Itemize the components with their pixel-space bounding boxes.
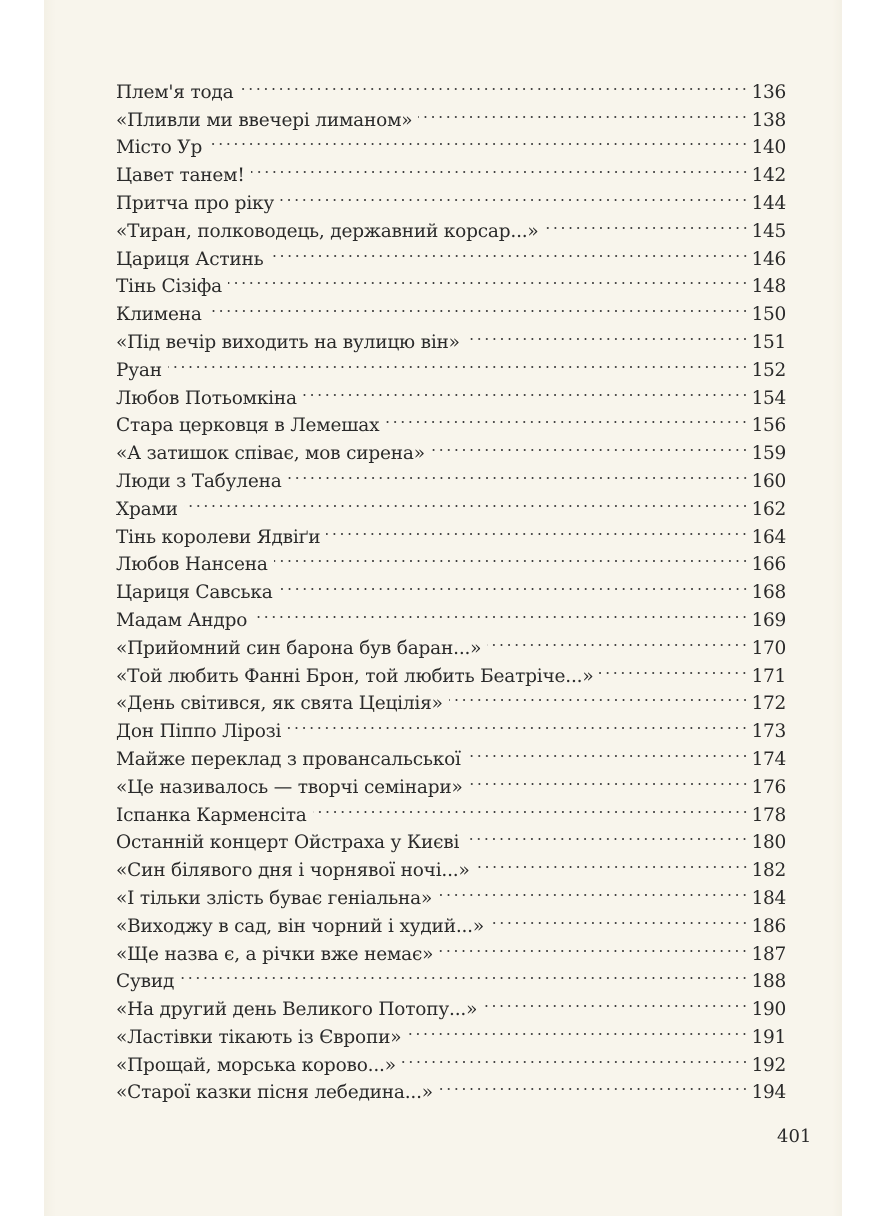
dot-leader xyxy=(251,153,749,181)
toc-entry-page: 145 xyxy=(751,220,786,242)
toc-entry-title: Стара церковця в Лемешах xyxy=(116,415,380,437)
toc-entry xyxy=(116,320,786,353)
dot-leader xyxy=(402,1043,749,1071)
toc-entry-title: Тінь королеви Ядвіґи xyxy=(116,526,321,548)
dot-leader xyxy=(270,237,749,265)
toc-entry-page: 152 xyxy=(751,359,786,381)
toc-entry-title: Цариця Астинь xyxy=(116,248,264,270)
toc-entry xyxy=(116,292,786,326)
toc-entry-title: «Син білявого дня і чорнявої ночі...» xyxy=(116,860,470,882)
toc-entry-title: «На другий день Великого Потопу...» xyxy=(116,999,478,1021)
dot-leader xyxy=(326,515,748,543)
toc-entry-title: Іспанка Карменсіта xyxy=(116,804,307,826)
toc-entry-page: 142 xyxy=(751,165,786,187)
toc-entry-page: 174 xyxy=(751,748,786,770)
dot-leader xyxy=(208,126,748,154)
dot-leader xyxy=(469,765,749,793)
toc-entry-title: Сувид xyxy=(116,971,175,993)
dot-leader xyxy=(483,987,748,1015)
toc-entry-title: Тінь Сізіфа xyxy=(116,276,222,298)
toc-entry-page: 187 xyxy=(751,943,786,965)
dot-leader xyxy=(239,70,748,98)
dot-leader xyxy=(253,598,748,626)
toc-entry-page: 144 xyxy=(751,192,786,214)
toc-entry-page: 194 xyxy=(751,1082,786,1104)
toc-entry-page: 140 xyxy=(751,137,786,159)
toc-entry xyxy=(116,960,786,993)
dot-leader xyxy=(449,682,749,710)
toc-entry-page: 164 xyxy=(751,526,786,548)
toc-entry-title: Любов Потьомкіна xyxy=(116,387,297,409)
toc-entry xyxy=(116,376,786,409)
toc-entry-page: 168 xyxy=(751,582,786,604)
toc-entry-title: «А затишок співає, мов сирена» xyxy=(116,443,425,465)
dot-leader xyxy=(279,570,749,598)
toc-entry-page: 188 xyxy=(751,971,786,993)
dot-leader xyxy=(385,404,748,432)
toc-entry-page: 160 xyxy=(751,470,786,492)
toc-entry-title: Притча про ріку xyxy=(116,192,275,214)
toc-entry xyxy=(116,515,786,548)
dot-leader xyxy=(439,932,748,960)
toc-entry-page: 190 xyxy=(751,999,786,1021)
toc-entry-title: Дон Піппо Лірозі xyxy=(116,721,282,743)
dot-leader xyxy=(407,1015,748,1043)
dot-leader xyxy=(439,1071,749,1099)
toc-entry-title: Цавет танем! xyxy=(116,165,245,187)
dot-leader xyxy=(274,543,749,571)
dot-leader xyxy=(545,209,749,237)
dot-leader xyxy=(313,793,749,821)
toc-entry-title: Останній концерт Ойстраха у Києві xyxy=(116,832,460,854)
toc-entry-page: 150 xyxy=(751,304,786,326)
toc-entry-page: 176 xyxy=(751,776,786,798)
toc-entry-title: «Той любить Фанні Брон, той любить Беатріче...» xyxy=(116,665,594,687)
toc-entry-page: 151 xyxy=(751,331,786,353)
dot-leader xyxy=(228,265,749,293)
toc-entry-page: 159 xyxy=(751,443,786,465)
toc-entry-page: 146 xyxy=(751,248,786,270)
dot-leader xyxy=(287,709,748,737)
dot-leader xyxy=(476,848,749,876)
toc-entry-title: Люди з Табулена xyxy=(116,470,282,492)
dot-leader xyxy=(490,904,749,932)
toc-entry-title: «Під вечір виходить на вулицю він» xyxy=(116,331,460,353)
toc-entry-title: «Ластівки тікають із Європи» xyxy=(116,1026,402,1048)
dot-leader xyxy=(208,292,749,320)
toc-entry-page: 192 xyxy=(751,1054,786,1076)
toc-entry-page: 171 xyxy=(751,665,786,687)
toc-entry-title: «Старої казки пісня лебедина...» xyxy=(116,1082,433,1104)
dot-leader xyxy=(180,960,748,988)
toc-entry-title: Цариця Савська xyxy=(116,582,273,604)
toc-entry-page: 180 xyxy=(751,832,786,854)
toc-entry-title: Плем'я тода xyxy=(116,81,234,103)
dot-leader xyxy=(466,320,749,348)
toc-entry xyxy=(116,126,786,159)
toc-entry-title: «Прощай, морська корово...» xyxy=(116,1054,396,1076)
toc-entry-page: 156 xyxy=(751,415,786,437)
dot-leader xyxy=(168,348,749,376)
toc-entry xyxy=(116,987,786,1021)
toc-entry-page: 191 xyxy=(751,1026,786,1048)
toc-entry-title: Місто Ур xyxy=(116,137,203,159)
dot-leader xyxy=(303,376,749,404)
toc-entry-page: 170 xyxy=(751,637,786,659)
toc-entry-page: 173 xyxy=(751,721,786,743)
dot-leader xyxy=(431,431,749,459)
toc-entry-title: Климена xyxy=(116,304,202,326)
toc-entry-page: 184 xyxy=(751,887,786,909)
toc-entry-title: «І тільки злість буває геніальна» xyxy=(116,887,433,909)
toc-entry-page: 186 xyxy=(751,915,786,937)
toc-entry-title: Мадам Андро xyxy=(116,609,248,631)
dot-leader xyxy=(438,876,748,904)
toc-entry xyxy=(116,348,786,381)
toc-entry-page: 169 xyxy=(751,609,786,631)
toc-entry-page: 178 xyxy=(751,804,786,826)
toc-entry-title: «Ще назва є, а річки вже немає» xyxy=(116,943,434,965)
dot-leader xyxy=(599,654,748,682)
toc-entry-title: Храми xyxy=(116,498,178,520)
dot-leader xyxy=(465,821,748,849)
dot-leader xyxy=(467,737,749,765)
toc-entry-page: 154 xyxy=(751,387,786,409)
toc-entry-title: Любов Нансена xyxy=(116,554,268,576)
toc-entry-title: «Це називалось — творчі семінари» xyxy=(116,776,463,798)
dot-leader xyxy=(280,181,748,209)
toc-entry-title: Руан xyxy=(116,359,162,381)
toc-entry-title: «Виходжу в сад, він чорний і худий...» xyxy=(116,915,484,937)
toc-entry-title: «Прийомний син барона був баран...» xyxy=(116,637,482,659)
dot-leader xyxy=(487,626,748,654)
toc-entry xyxy=(116,487,786,520)
toc-entry-page: 182 xyxy=(751,860,786,882)
toc-entry xyxy=(116,153,786,187)
toc-entry-page: 148 xyxy=(751,276,786,298)
toc-entry-title: Майже переклад з провансальської xyxy=(116,748,461,770)
toc-entry-title: «День світився, як свята Цецілія» xyxy=(116,693,443,715)
dot-leader xyxy=(288,459,749,487)
toc-entry-page: 166 xyxy=(751,554,786,576)
toc-entry-title: «Пливли ми ввечері лиманом» xyxy=(116,109,413,131)
page-number: 401 xyxy=(777,1126,812,1147)
toc-entry-page: 172 xyxy=(751,693,786,715)
table-of-contents xyxy=(116,70,786,1104)
toc-entry-page: 138 xyxy=(751,109,786,131)
dot-leader xyxy=(184,487,749,515)
toc-entry-page: 162 xyxy=(751,498,786,520)
toc-entry xyxy=(116,70,786,103)
toc-entry-page: 136 xyxy=(751,81,786,103)
dot-leader xyxy=(418,98,748,126)
book-page xyxy=(44,0,842,1216)
toc-entry-title: «Тиран, полководець, державний корсар...» xyxy=(116,220,539,242)
